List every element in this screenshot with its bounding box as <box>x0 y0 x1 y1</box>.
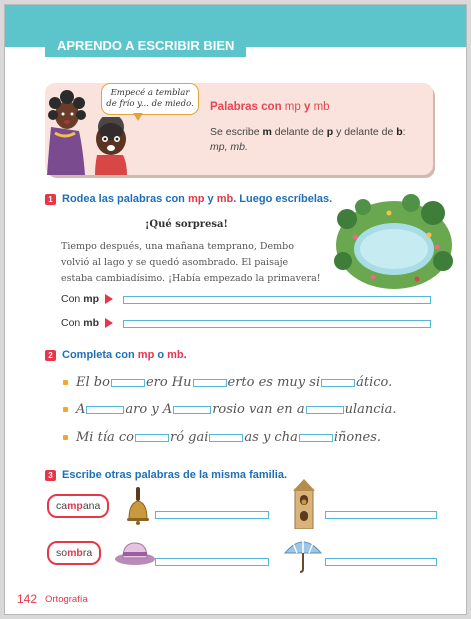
story-line: Tiempo después, una mañana temprano, Dembo <box>61 241 294 252</box>
exercise-2-number: 2 <box>45 350 56 361</box>
blank-field[interactable] <box>86 406 124 414</box>
word-part: ca <box>56 500 68 512</box>
sentence-part: iñones. <box>333 430 382 445</box>
sentence-2 <box>63 402 397 417</box>
blank-field[interactable] <box>111 379 145 387</box>
bell-icon <box>123 485 153 525</box>
answer-line-sombra-2[interactable] <box>325 558 437 566</box>
sentence-part: El bo <box>76 375 110 390</box>
speech-bubble <box>101 83 199 115</box>
story-line: estaba cambiadísimo. ¡Había empezado la primavera! <box>61 273 321 284</box>
sentence-part: ero Hu <box>145 375 192 390</box>
answer-line-campana-1[interactable] <box>155 511 269 519</box>
exercise-1-mp: mp <box>187 193 205 205</box>
answer-line-mp[interactable] <box>123 296 431 304</box>
hat-icon <box>113 537 157 567</box>
rule-text-mid2: y delante de <box>333 126 397 138</box>
pond-illustration <box>333 191 455 293</box>
word-sombra <box>47 541 101 565</box>
rule-title-mp: mp <box>284 101 301 113</box>
girl-illustration <box>45 87 95 175</box>
rule-title <box>210 101 330 113</box>
exercise-2-mp: mp <box>137 349 155 361</box>
sentence-part: A <box>76 402 86 417</box>
rule-text-colon: : <box>402 126 406 138</box>
word-part: so <box>56 547 68 559</box>
sentence-part: aro y A <box>125 402 173 417</box>
boy-illustration <box>89 117 139 175</box>
story-title: ¡Qué sorpresa! <box>145 219 228 230</box>
sentence-part: rosio van en a <box>212 402 305 417</box>
bullet-icon <box>63 380 68 385</box>
rule-title-mb: mb <box>313 101 330 113</box>
row-con-mp-key: mp <box>83 293 100 305</box>
blank-field[interactable] <box>299 434 333 442</box>
rule-letter-b: b <box>396 126 403 138</box>
blank-field[interactable] <box>306 406 344 414</box>
blank-field[interactable] <box>193 379 227 387</box>
exercise-3-number: 3 <box>45 470 56 481</box>
story-text <box>61 239 331 287</box>
bullet-icon <box>63 435 68 440</box>
exercise-1-text-b: . Luego escríbelas. <box>233 193 333 205</box>
rule-title-y: y <box>300 101 314 113</box>
section-title: APRENDO A ESCRIBIR BIEN <box>45 35 246 57</box>
blank-field[interactable] <box>209 434 243 442</box>
exercise-1-heading <box>45 193 332 205</box>
speech-bubble-tail <box>133 113 143 121</box>
bullet-icon <box>63 407 68 412</box>
exercise-2-end: . <box>183 349 187 361</box>
sentence-part: as y cha <box>244 430 298 445</box>
umbrella-icon <box>283 535 323 573</box>
exercise-1-text-a: Rodea las palabras con <box>62 193 185 205</box>
sentence-part: ulancia. <box>344 402 397 417</box>
exercise-2-text-a: Completa con <box>62 349 138 361</box>
sentence-part: ático. <box>356 375 393 390</box>
row-con-mp-prefix: Con <box>61 293 81 305</box>
workbook-page <box>4 4 467 615</box>
exercise-3-heading <box>45 469 287 481</box>
word-part: ana <box>82 500 101 512</box>
rule-letter-m: m <box>262 126 272 138</box>
word-highlight: mp <box>67 500 83 512</box>
word-campana <box>47 494 109 518</box>
row-con-mb-key: mb <box>83 317 100 329</box>
speech-bubble-line-1: Empecé a temblar <box>110 88 190 98</box>
exercise-1-y: y <box>204 193 217 205</box>
speech-bubble-line-2: de frío y... de miedo. <box>106 99 194 109</box>
rule-text-mid: delante de <box>271 126 327 138</box>
rule-text <box>210 125 430 155</box>
story-line: volvió al lago y se quedó asombrado. El paisaje <box>61 257 289 268</box>
answer-line-mb[interactable] <box>123 320 431 328</box>
arrow-right-icon <box>105 294 113 304</box>
exercise-2-o: o <box>154 349 168 361</box>
blank-field[interactable] <box>173 406 211 414</box>
exercise-1-number: 1 <box>45 194 56 205</box>
rule-examples: mp, mb. <box>210 141 248 153</box>
row-con-mb <box>61 317 113 329</box>
arrow-right-icon <box>105 318 113 328</box>
exercise-1-mb: mb <box>216 193 234 205</box>
word-highlight: mb <box>67 547 83 559</box>
word-part: ra <box>82 547 93 559</box>
bell-tower-icon <box>289 477 319 529</box>
sentence-part: erto es muy si <box>227 375 321 390</box>
rule-letter-p: p <box>326 126 334 138</box>
footer-section: Ortografía <box>45 594 88 605</box>
rule-title-prefix: Palabras con <box>210 101 285 113</box>
exercise-3-text: Escribe otras palabras de la misma familia. <box>62 469 287 481</box>
sentence-part: Mi tía co <box>76 430 134 445</box>
answer-line-campana-2[interactable] <box>325 511 437 519</box>
page-number: 142 <box>17 592 38 606</box>
blank-field[interactable] <box>135 434 169 442</box>
sentence-1 <box>63 375 392 390</box>
sentence-part: ró gai <box>169 430 209 445</box>
row-con-mp <box>61 293 113 305</box>
exercise-2-mb: mb <box>167 349 184 361</box>
rule-text-prefix: Se escribe <box>210 126 263 138</box>
exercise-2-heading <box>45 349 187 361</box>
row-con-mb-prefix: Con <box>61 317 81 329</box>
sentence-3 <box>63 430 381 445</box>
blank-field[interactable] <box>321 379 355 387</box>
answer-line-sombra-1[interactable] <box>155 558 269 566</box>
